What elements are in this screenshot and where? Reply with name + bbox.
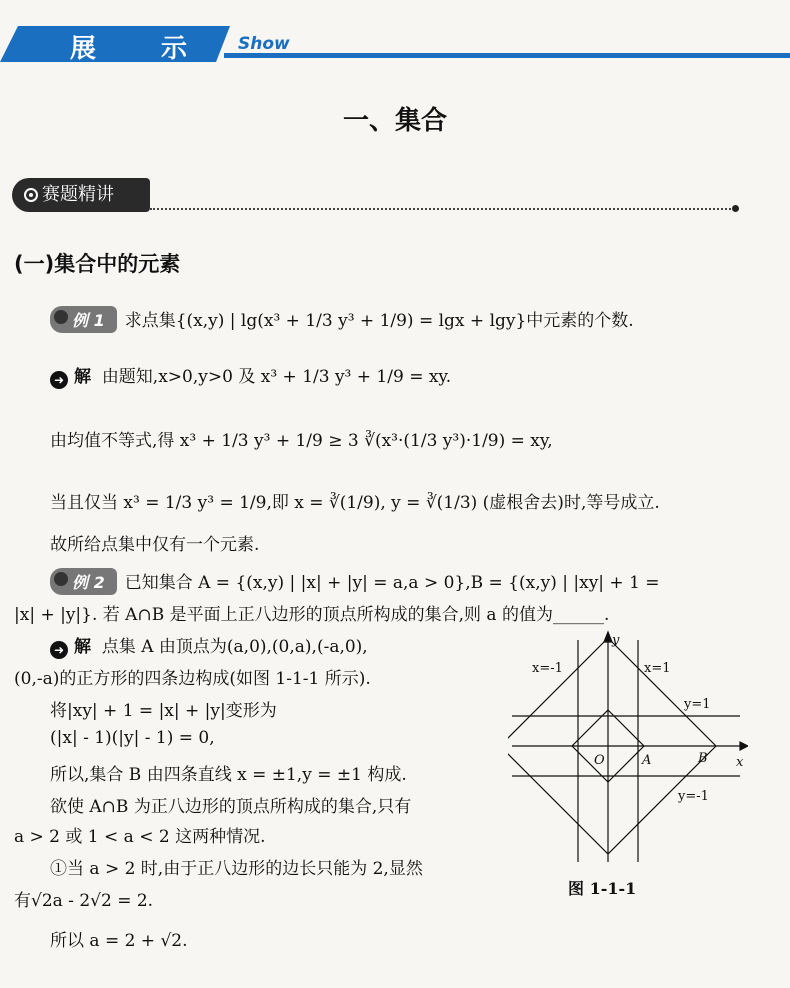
section-divider [150, 208, 735, 210]
solution-line: 有√2a - 2√2 = 2. [14, 891, 154, 911]
example2-label: 例 2 [50, 568, 117, 595]
example1-solution-line [50, 362, 451, 389]
arrow-icon: ➜ [50, 371, 68, 389]
solution-text: 由题知,x>0,y>0 及 x³ + 1/3 y³ + 1/9 = xy. [101, 367, 452, 387]
page-header [0, 26, 790, 62]
section-badge-label: 赛题精讲 [42, 184, 114, 205]
example1-text: 求点集{(x,y) | lg(x³ + 1/3 y³ + 1/9) = lgx + lgy}中元素的个数. [124, 311, 634, 331]
chapter-title: 一、集合 [342, 106, 447, 136]
label-B: B [698, 751, 708, 766]
header-tag: Show [238, 34, 290, 54]
label-origin: O [594, 753, 605, 768]
solution-line: 所以 a = 2 + √2. [50, 931, 188, 951]
figure-diagram [508, 630, 748, 870]
label-yneg1: y=-1 [678, 789, 709, 804]
x-axis-label: x [736, 755, 744, 770]
solution-line: 将|xy| + 1 = |x| + |y|变形为 [50, 701, 277, 721]
x-axis-arrow [740, 742, 748, 750]
figure-caption: 图 1-1-1 [568, 879, 637, 898]
label-ypos1: y=1 [684, 697, 711, 712]
solution-line: (|x| - 1)(|y| - 1) = 0, [50, 728, 215, 748]
solution-label: 解 [74, 367, 91, 387]
example2-text: 已知集合 A = {(x,y) | |x| + |y| = a,a > 0},B = {(x,y) | |xy| + 1 = [124, 573, 660, 593]
header-title: 展 示 [70, 34, 216, 64]
header-rule [224, 53, 790, 58]
example1-prompt [50, 306, 634, 333]
solution-line: 故所给点集中仅有一个元素. [50, 535, 260, 555]
label-xneg1: x=-1 [532, 661, 563, 676]
solution-line: 欲使 A∩B 为正八边形的顶点所构成的集合,只有 [50, 797, 412, 817]
example2-solution-line [50, 632, 368, 659]
arrow-icon: ➜ [50, 641, 68, 659]
solution-line: 当且仅当 x³ = 1/3 y³ = 1/9,即 x = ∛(1/9), y = ∛(1/3) (虚根舍去)时,等号成立. [50, 493, 660, 513]
example2-text-cont: |x| + |y|}. 若 A∩B 是平面上正八边形的顶点所构成的集合,则 a 的值为______. [14, 605, 610, 625]
example2-prompt [50, 568, 660, 595]
divider-dot [732, 205, 739, 212]
subsection-title: (一)集合中的元素 [14, 252, 181, 276]
solution-line: 由均值不等式,得 x³ + 1/3 y³ + 1/9 ≥ 3 ∛(x³·(1/3 y³)·1/9) = xy, [50, 431, 553, 451]
solution-text: 点集 A 由顶点为(a,0),(0,a),(-a,0), [101, 637, 368, 657]
solution-line: ①当 a > 2 时,由于正八边形的边长只能为 2,显然 [50, 859, 423, 879]
y-axis-label: y [612, 633, 620, 648]
section-badge [12, 178, 150, 212]
label-A: A [642, 753, 652, 768]
example1-label: 例 1 [50, 306, 117, 333]
solution-line: (0,-a)的正方形的四条边构成(如图 1-1-1 所示). [14, 669, 371, 689]
solution-label: 解 [74, 637, 91, 657]
target-icon [24, 188, 38, 202]
label-xpos1: x=1 [644, 661, 671, 676]
solution-line: a > 2 或 1 < a < 2 这两种情况. [14, 827, 266, 847]
solution-line: 所以,集合 B 由四条直线 x = ±1,y = ±1 构成. [50, 765, 407, 785]
